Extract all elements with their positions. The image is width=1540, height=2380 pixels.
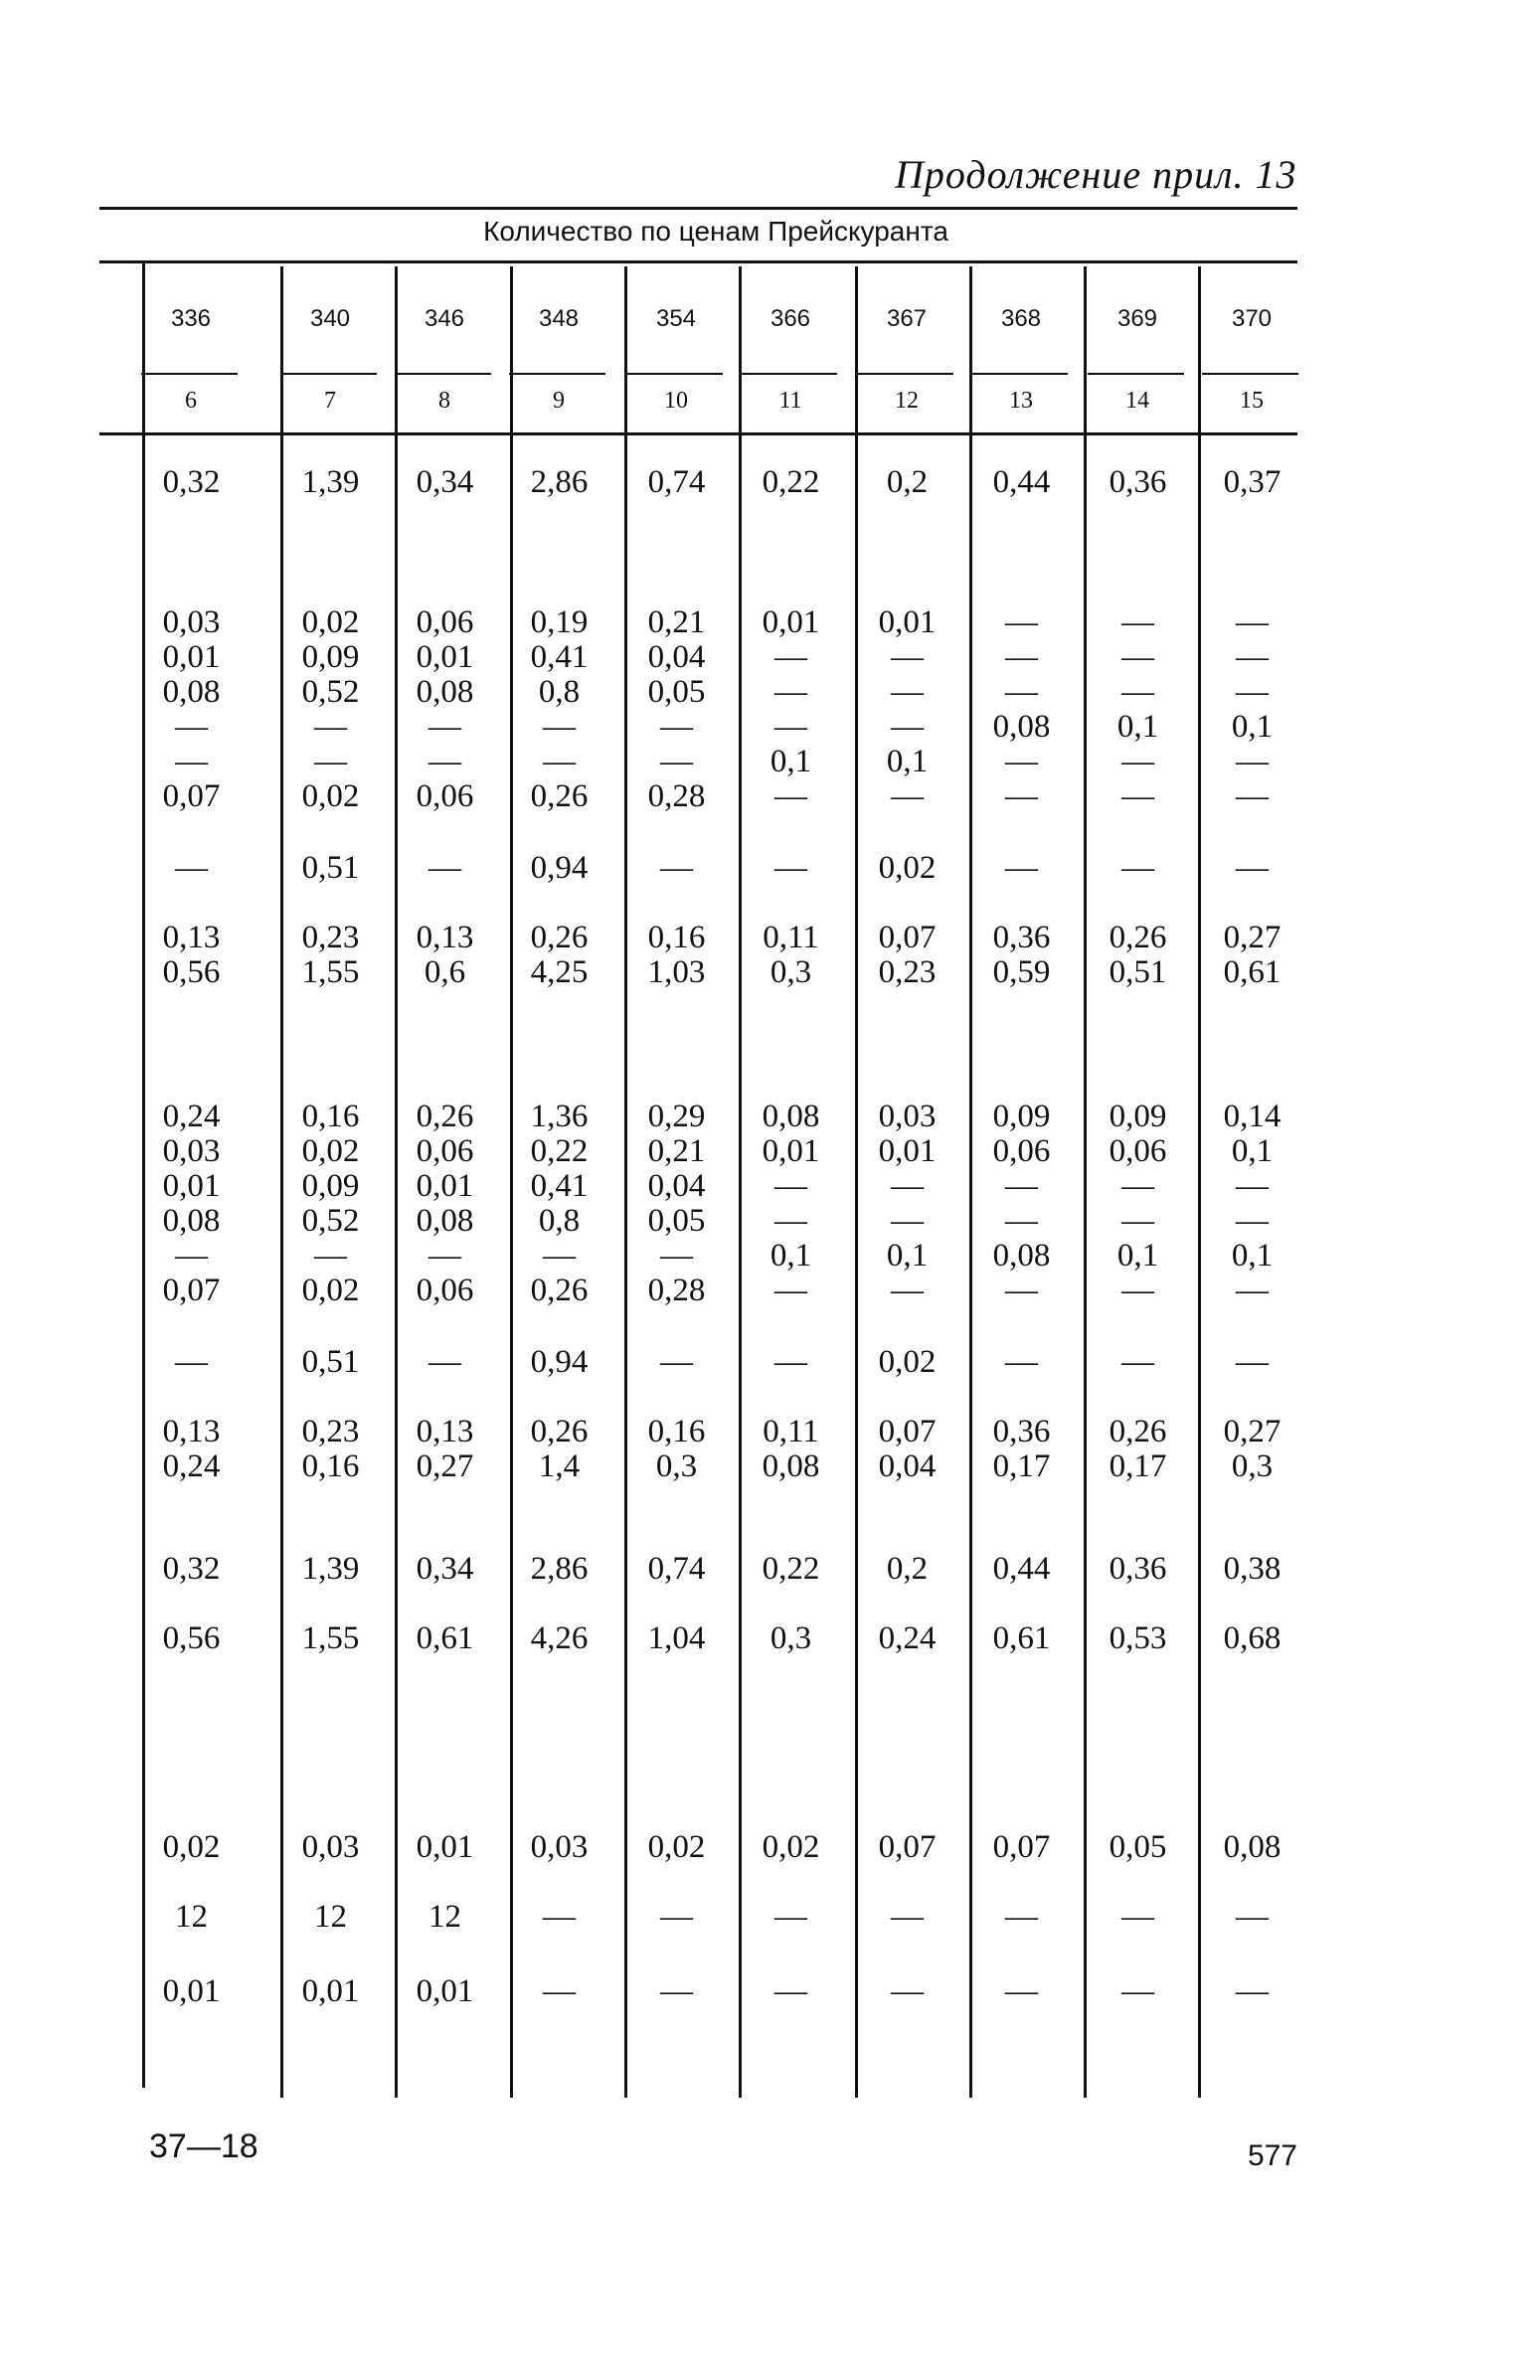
table-cell: — [891,778,924,814]
table-cell: 0,41 [530,1168,589,1204]
column-number-12: 12 [895,388,919,414]
table-cell: — [774,1168,807,1204]
table-cell: 0,38 [1223,1551,1282,1587]
table-cell: 0,36 [1109,464,1167,500]
signature-mark: 37—18 [149,2127,258,2165]
page-number: 577 [1247,2139,1297,2172]
table-cell: 0,32 [162,464,221,500]
table-cell: 0,1 [770,1238,812,1274]
table-cell: 1,4 [538,1448,581,1484]
table-cell: 0,29 [647,1099,706,1134]
table-cell: — [175,1344,208,1380]
table-cell: 0,02 [301,1133,360,1169]
table-cell: — [1121,1203,1154,1239]
table-cell: 0,03 [162,604,221,640]
table-cell: — [543,709,576,745]
table-cell: 0,36 [1109,1551,1167,1587]
column-code-underline [626,373,723,375]
column-code-336: 336 [170,305,212,332]
table-cell: 0,01 [878,604,937,640]
table-cell: — [774,1973,807,2009]
table-cell: 0,6 [424,954,466,990]
table-cell: — [543,1973,576,2009]
table-cell: — [1121,850,1154,886]
table-cell: 0,05 [647,1203,706,1239]
column-code-368: 368 [1000,305,1042,332]
table-cell: — [543,744,576,779]
table-cell: — [1236,1344,1269,1380]
table-cell: 0,22 [762,1551,820,1587]
table-cell: 0,07 [878,920,937,955]
table-cell: — [891,639,924,675]
table-caption: Продолжение прил. 13 [895,152,1297,197]
table-cell: 0,24 [162,1099,221,1134]
table-cell: — [1236,1973,1269,2009]
table-cell: — [660,1973,693,2009]
table-cell: 0,02 [878,850,937,886]
table-cell: 0,22 [762,464,820,500]
table-cell: 0,3 [770,1620,812,1656]
table-cell: 12 [314,1899,347,1935]
column-code-underline [971,373,1068,375]
table-cell: 0,07 [878,1414,937,1449]
table-cell: 0,07 [162,1273,221,1308]
table-cell: — [1236,674,1269,710]
table-cell: 0,06 [992,1133,1051,1169]
table-cell: 0,09 [301,639,360,675]
table-cell: 0,3 [1231,1448,1274,1484]
table-cell: — [774,639,807,675]
table-cell: — [1121,639,1154,675]
table-cell: — [1236,744,1269,779]
table-cell: 0,17 [992,1448,1051,1484]
column-number-8: 8 [438,388,450,414]
table-cell: — [428,1344,461,1380]
table-cell: — [1005,1168,1038,1204]
table-cell: 0,06 [416,1133,474,1169]
table-cell: 2,86 [530,1551,589,1587]
table-cell: 0,59 [992,954,1051,990]
table-cell: 0,3 [770,954,812,990]
table-cell: 0,51 [301,1344,360,1380]
table-cell: 0,26 [530,1414,589,1449]
table-cell: 0,68 [1223,1620,1282,1656]
table-cell: — [1005,1899,1038,1935]
table-cell: 0,08 [162,674,221,710]
table-cell: — [428,850,461,886]
table-cell: 0,52 [301,1203,360,1239]
table-cell: 1,39 [301,1551,360,1587]
table-cell: 0,3 [655,1448,698,1484]
table-cell: 0,13 [416,1414,474,1449]
table-cell: 0,36 [992,920,1051,955]
table-cell: 0,01 [162,639,221,675]
table-cell: 2,86 [530,464,589,500]
table-cell: 0,16 [301,1448,360,1484]
table-cell: 0,16 [301,1099,360,1134]
column-code-369: 369 [1116,305,1158,332]
table-cell: — [774,778,807,814]
table-cell: — [774,709,807,745]
column-code-346: 346 [424,305,465,332]
table-cell: — [175,850,208,886]
table-cell: 0,03 [301,1829,360,1865]
table-cell: 12 [175,1899,208,1935]
table-cell: 1,55 [301,1620,360,1656]
table-cell: 0,06 [416,778,474,814]
table-cell: 0,53 [1109,1620,1167,1656]
table-cell: 0,27 [416,1448,474,1484]
table-cell: — [1005,1203,1038,1239]
table-cell: 0,04 [878,1448,937,1484]
table-cell: 0,1 [1231,1238,1274,1274]
table-cell: — [543,1899,576,1935]
table-cell: 0,37 [1223,464,1282,500]
table-cell: 0,05 [1109,1829,1167,1865]
table-cell: 0,19 [530,604,589,640]
table-cell: 0,01 [162,1168,221,1204]
table-cell: 0,1 [886,744,929,779]
table-cell: 0,26 [1109,920,1167,955]
table-cell: 0,09 [1109,1099,1167,1134]
column-code-340: 340 [309,305,351,332]
table-cell: 0,02 [878,1344,937,1380]
column-code-underline [395,373,491,375]
column-code-366: 366 [770,305,811,332]
table-cell: 1,39 [301,464,360,500]
table-cell: — [1121,1344,1154,1380]
column-code-underline [1202,373,1298,375]
table-cell: 1,04 [647,1620,706,1656]
table-cell: 0,52 [301,674,360,710]
header-body-rule [99,432,1297,435]
table-cell: 0,02 [301,604,360,640]
group-rule [99,260,1297,263]
table-cell: 0,17 [1109,1448,1167,1484]
table-cell: 0,41 [530,639,589,675]
table-cell: 0,09 [992,1099,1051,1134]
table-cell: — [428,1238,461,1274]
table-cell: — [660,1344,693,1380]
table-cell: 0,32 [162,1551,221,1587]
table-cell: 0,03 [530,1829,589,1865]
table-cell: — [891,1899,924,1935]
column-code-underline [741,373,837,375]
table-cell: 0,1 [886,1238,929,1274]
table-cell: — [1005,744,1038,779]
column-number-14: 14 [1125,388,1149,414]
table-cell: 0,28 [647,778,706,814]
column-rule [1198,266,1201,2098]
table-cell: 12 [428,1899,461,1935]
table-cell: 0,11 [763,1414,819,1449]
column-code-348: 348 [538,305,580,332]
table-cell: 0,01 [762,604,820,640]
table-cell: — [1121,778,1154,814]
table-cell: — [1005,778,1038,814]
table-cell: 0,01 [301,1973,360,2009]
table-cell: — [660,850,693,886]
table-cell: — [660,744,693,779]
table-cell: — [1005,1344,1038,1380]
table-cell: 0,8 [538,674,581,710]
table-cell: 0,26 [530,778,589,814]
table-cell: 0,1 [770,744,812,779]
table-cell: 0,01 [416,1168,474,1204]
table-cell: 0,01 [162,1973,221,2009]
table-cell: 0,07 [992,1829,1051,1865]
table-cell: — [314,1238,347,1274]
column-number-7: 7 [324,388,336,414]
table-cell: 0,34 [416,464,474,500]
table-cell: 0,34 [416,1551,474,1587]
column-code-354: 354 [655,305,697,332]
table-cell: 0,06 [416,1273,474,1308]
table-cell: 0,26 [530,920,589,955]
table-cell: — [1236,778,1269,814]
table-cell: 0,2 [886,1551,929,1587]
column-number-15: 15 [1240,388,1264,414]
column-code-367: 367 [886,305,928,332]
table-cell: — [1121,1899,1154,1935]
table-cell: — [891,1168,924,1204]
table-cell: 0,13 [416,920,474,955]
table-cell: — [1005,674,1038,710]
table-cell: 0,1 [1231,709,1274,745]
table-cell: — [774,1273,807,1308]
table-cell: 0,05 [647,674,706,710]
column-code-underline [1088,373,1184,375]
table-cell: 0,94 [530,850,589,886]
table-cell: 0,26 [530,1273,589,1308]
table-cell: 4,26 [530,1620,589,1656]
table-cell: 0,08 [992,1238,1051,1274]
table-cell: 0,56 [162,954,221,990]
table-cell: 0,06 [1109,1133,1167,1169]
table-cell: — [1236,1899,1269,1935]
table-cell: 0,08 [416,1203,474,1239]
table-cell: 0,36 [992,1414,1051,1449]
table-cell: — [774,850,807,886]
table-cell: 0,22 [530,1133,589,1169]
table-cell: 0,16 [647,920,706,955]
table-cell: 0,1 [1116,1238,1159,1274]
column-code-underline [509,373,605,375]
table-cell: 1,55 [301,954,360,990]
table-cell: 0,74 [647,464,706,500]
column-number-9: 9 [553,388,565,414]
table-cell: — [1121,1973,1154,2009]
table-cell: — [1121,1168,1154,1204]
table-cell: 0,51 [301,850,360,886]
table-cell: — [891,1973,924,2009]
column-code-underline [280,373,377,375]
column-number-6: 6 [185,388,197,414]
table-cell: — [891,1203,924,1239]
table-cell: — [428,709,461,745]
table-cell: — [1005,639,1038,675]
column-rule [1084,266,1087,2098]
table-cell: 4,25 [530,954,589,990]
table-cell: 0,44 [992,1551,1051,1587]
table-cell: 0,08 [162,1203,221,1239]
table-cell: 0,02 [301,778,360,814]
table-cell: — [1236,1273,1269,1308]
table-cell: — [660,1899,693,1935]
table-cell: — [774,1344,807,1380]
table-cell: — [175,744,208,779]
table-cell: 0,2 [886,464,929,500]
group-header: Количество по ценам Прейскуранта [483,216,948,247]
table-cell: — [428,744,461,779]
table-cell: 0,61 [416,1620,474,1656]
table-cell: 0,27 [1223,920,1282,955]
table-cell: 0,24 [878,1620,937,1656]
table-cell: — [1236,639,1269,675]
table-cell: 0,01 [416,639,474,675]
table-cell: 0,01 [878,1133,937,1169]
table-cell: 0,74 [647,1551,706,1587]
table-cell: 0,44 [992,464,1051,500]
column-code-underline [141,373,238,375]
table-cell: — [1121,744,1154,779]
table-cell: 0,07 [878,1829,937,1865]
table-cell: 0,03 [878,1099,937,1134]
table-cell: — [891,1273,924,1308]
table-cell: — [1236,604,1269,640]
table-cell: — [1121,604,1154,640]
table-cell: 0,08 [992,709,1051,745]
table-cell: — [660,709,693,745]
table-cell: 0,26 [1109,1414,1167,1449]
table-cell: 1,36 [530,1099,589,1134]
table-cell: 0,26 [416,1099,474,1134]
column-number-13: 13 [1009,388,1033,414]
table-cell: 0,02 [762,1829,820,1865]
table-cell: — [774,1899,807,1935]
table-cell: — [314,709,347,745]
table-cell: 0,23 [301,1414,360,1449]
table-cell: 0,14 [1223,1099,1282,1134]
table-cell: — [1005,850,1038,886]
table-cell: 0,01 [762,1133,820,1169]
table-cell: 0,21 [647,604,706,640]
table-cell: 0,23 [878,954,937,990]
table-cell: 0,02 [301,1273,360,1308]
table-cell: 0,23 [301,920,360,955]
column-number-10: 10 [664,388,688,414]
table-cell: — [660,1238,693,1274]
table-cell: — [1236,1168,1269,1204]
table-cell: — [774,1203,807,1239]
table-cell: 0,08 [762,1099,820,1134]
table-cell: 0,1 [1116,709,1159,745]
table-cell: 0,94 [530,1344,589,1380]
table-cell: — [1236,850,1269,886]
table-cell: — [1121,674,1154,710]
table-cell: 0,01 [416,1829,474,1865]
table-cell: 0,08 [1223,1829,1282,1865]
table-cell: 0,02 [162,1829,221,1865]
table-cell: 0,28 [647,1273,706,1308]
table-cell: 0,61 [992,1620,1051,1656]
table-cell: 0,11 [763,920,819,955]
table-cell: 0,09 [301,1168,360,1204]
table-cell: — [1005,1973,1038,2009]
table-cell: 0,02 [647,1829,706,1865]
table-cell: — [175,1238,208,1274]
table-cell: — [1236,1203,1269,1239]
table-cell: 0,08 [762,1448,820,1484]
table-cell: — [175,709,208,745]
table-cell: 0,24 [162,1448,221,1484]
table-cell: — [891,709,924,745]
table-cell: 0,16 [647,1414,706,1449]
table-cell: — [314,744,347,779]
table-cell: 0,8 [538,1203,581,1239]
top-rule [99,207,1297,210]
table-cell: 0,04 [647,639,706,675]
table-cell: 0,51 [1109,954,1167,990]
table-cell: — [1121,1273,1154,1308]
table-cell: 0,61 [1223,954,1282,990]
table-cell: 0,56 [162,1620,221,1656]
table-cell: 0,07 [162,778,221,814]
table-cell: 0,27 [1223,1414,1282,1449]
table-cell: — [1005,604,1038,640]
column-number-11: 11 [778,388,802,414]
table-cell: 0,01 [416,1973,474,2009]
table-cell: 0,13 [162,1414,221,1449]
table-cell: 0,1 [1231,1133,1274,1169]
table-cell: — [543,1238,576,1274]
column-code-underline [857,373,953,375]
table-cell: 0,13 [162,920,221,955]
table-cell: 1,03 [647,954,706,990]
table-cell: — [891,674,924,710]
table-cell: 0,08 [416,674,474,710]
table-cell: 0,06 [416,604,474,640]
column-code-370: 370 [1231,305,1273,332]
table-cell: 0,21 [647,1133,706,1169]
table-cell: 0,04 [647,1168,706,1204]
table-cell: 0,03 [162,1133,221,1169]
table-cell: — [774,674,807,710]
table-cell: — [1005,1273,1038,1308]
